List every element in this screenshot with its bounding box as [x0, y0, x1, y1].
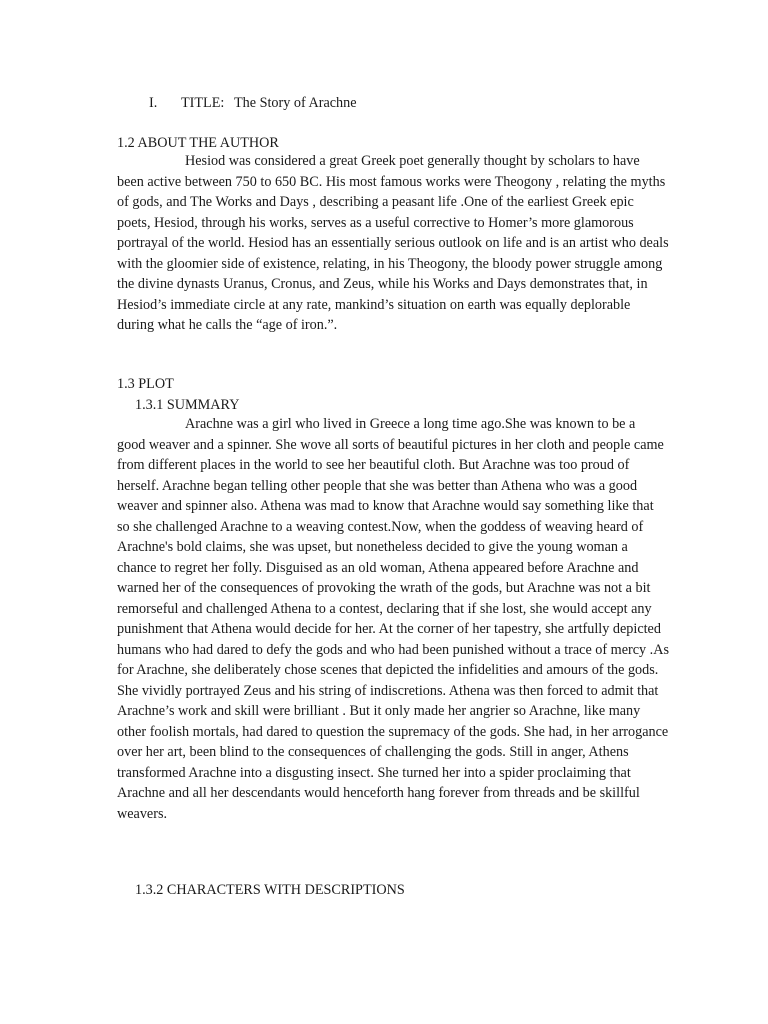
paragraph-line: Arachne’s work and skill were brilliant . But it only made her angrier so Arachne, like many — [117, 703, 641, 719]
paragraph-line: Arachne was a girl who lived in Greece a long time ago.She was known to be a — [185, 416, 636, 432]
paragraph-line: weaver and spinner also. Athena was mad to know that Arachne would say something like that — [117, 498, 654, 514]
paragraph-line: other foolish mortals, had dared to question the supremacy of the gods. She had, in her arrogance — [117, 723, 669, 740]
paragraph-line: punishment that Athena would decide for her. At the corner of her tapestry, she artfully depicted — [117, 621, 661, 637]
paragraph-line: humans who had dared to defy the gods and who had been punished without a trace of mercy .As — [117, 641, 669, 658]
paragraph-line: of gods, and The Works and Days , describing a peasant life .One of the earliest Greek epic — [117, 194, 634, 210]
plot-heading: 1.3 PLOT — [117, 376, 174, 392]
paragraph-line: Arachne's bold claims, she was upset, but nonetheless decided to give the young woman a — [117, 539, 628, 555]
paragraph-line: the divine dynasts Uranus, Cronus, and Zeus, while his Works and Days demonstrates that, in — [117, 276, 648, 292]
paragraph-line: so she challenged Arachne to a weaving contest.Now, when the goddess of weaving heard of — [117, 518, 644, 535]
paragraph-line: chance to regret her folly. Disguised as an old woman, Athena appeared before Arachne and — [117, 559, 639, 576]
paragraph-line: She vividly portrayed Zeus and his string of indiscretions. Athena was then forced to admit that — [117, 682, 659, 699]
paragraph-line: from different places in the world to see her beautiful cloth. But Arachne was too proud of — [117, 457, 630, 473]
paragraph-line: poets, Hesiod, through his works, serves as a useful corrective to Homer’s more glamorous — [117, 214, 634, 231]
title-numeral: I. — [149, 95, 158, 111]
about-author-heading: 1.2 ABOUT THE AUTHOR — [117, 135, 279, 151]
paragraph-line: weavers. — [117, 805, 168, 822]
summary-heading: 1.3.1 SUMMARY — [135, 397, 240, 413]
characters-heading: 1.3.2 CHARACTERS WITH DESCRIPTIONS — [135, 882, 405, 898]
paragraph-line: during what he calls the “age of iron.”. — [117, 317, 338, 333]
paragraph-line: warned her of the consequences of provoking the wrath of the gods, but Arachne was not a bit — [117, 580, 651, 596]
title-label: TITLE: — [181, 95, 225, 111]
paragraph-line: Arachne and all her descendants would henceforth hang forever from threads and be skillful — [117, 785, 640, 801]
paragraph-line: Hesiod’s immediate circle at any rate, mankind’s situation on earth was equally deplorable — [117, 296, 631, 313]
paragraph-line: herself. Arachne began telling other people that she was better than Athena who was a good — [117, 477, 638, 494]
paragraph-line: Hesiod was considered a great Greek poet generally thought by scholars to have — [185, 153, 640, 169]
paragraph-line: portrayal of the world. Hesiod has an essentially serious outlook on life and is an artist who deals — [117, 235, 669, 251]
paragraph-line: good weaver and a spinner. She wove all sorts of beautiful pictures in her cloth and people came — [117, 436, 664, 453]
paragraph-line: been active between 750 to 650 BC. His most famous works were Theogony , relating the myths — [117, 173, 666, 190]
paragraph-line: for Arachne, she deliberately chose scenes that depicted the infidelities and amours of the gods. — [117, 662, 659, 678]
paragraph-line: over her art, been blind to the consequences of challenging the gods. Still in anger, Athens — [117, 744, 629, 760]
paragraph-line: transformed Arachne into a disgusting insect. She turned her into a spider proclaiming that — [117, 764, 631, 781]
summary-paragraph — [117, 414, 677, 824]
about-author-paragraph — [117, 151, 677, 336]
document-title: The Story of Arachne — [234, 95, 357, 111]
paragraph-line: with the gloomier side of existence, relating, in his Theogony, the bloody power struggle among — [117, 255, 663, 272]
paragraph-line: remorseful and challenged Athena to a contest, declaring that if she lost, she would accept any — [117, 600, 652, 617]
